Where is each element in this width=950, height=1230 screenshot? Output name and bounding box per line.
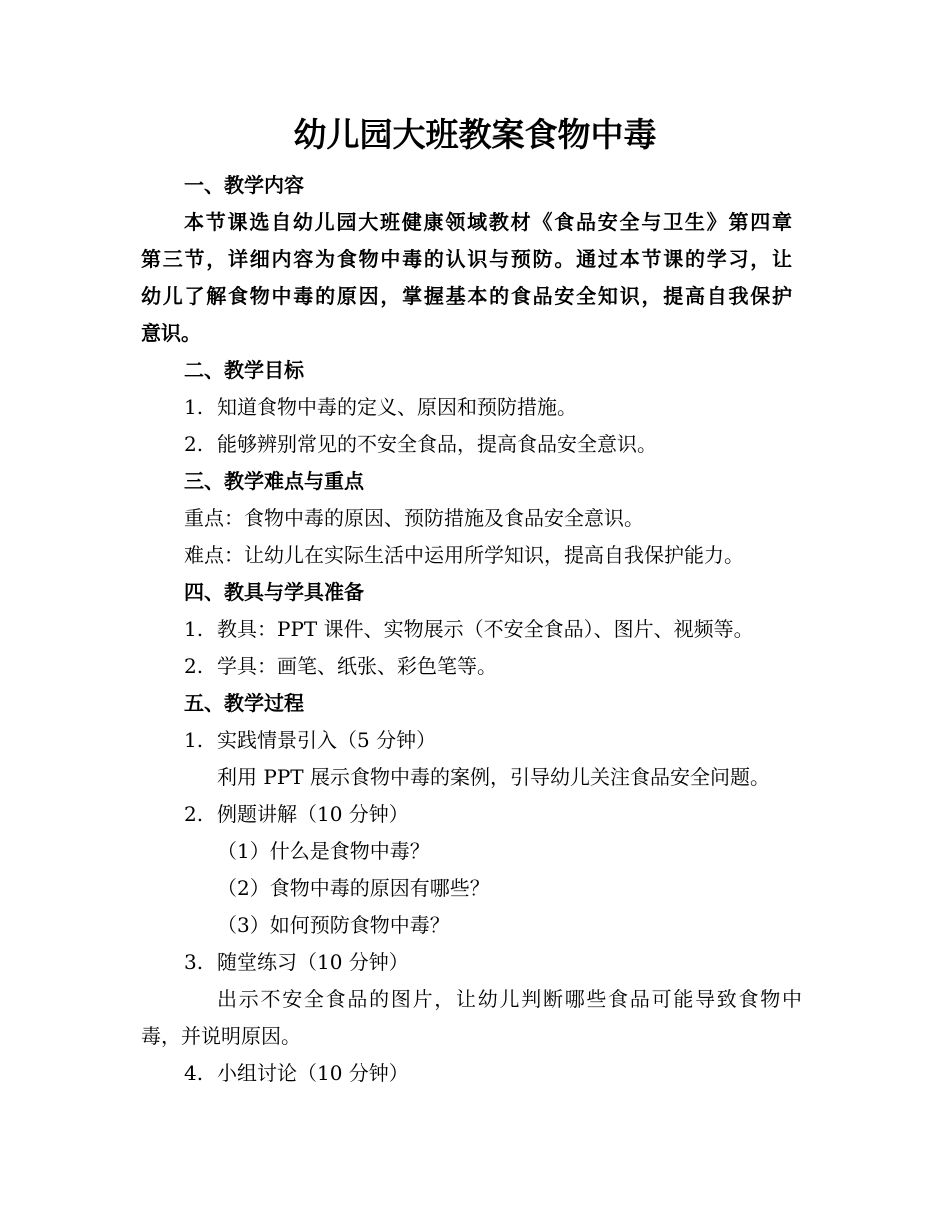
section-heading-process: 五、教学过程: [184, 691, 304, 715]
paragraph-line: 本节课选自幼儿园大班健康领域教材《食品安全与卫生》第四章: [184, 210, 792, 234]
list-item: [184, 651, 497, 681]
list-number: 1.: [184, 395, 204, 419]
list-number: 3.: [184, 950, 204, 974]
sub-question: （1）什么是食物中毒？: [217, 839, 430, 863]
text-line: 重点：食物中毒的原因、预防措施及食品安全意识。: [184, 506, 644, 530]
paragraph-line: 意识。: [141, 321, 201, 345]
list-text: 知道食物中毒的定义、原因和预防措施。: [217, 395, 577, 419]
step-description: 出示不安全食品的图片，让幼儿判断哪些食品可能导致食物中: [217, 987, 802, 1011]
step-description: 毒，并说明原因。: [141, 1024, 301, 1048]
section-heading-key-points: 三、教学难点与重点: [184, 469, 364, 493]
process-step: [184, 725, 436, 755]
process-step: [184, 799, 409, 829]
section-heading-content: 一、教学内容: [184, 173, 304, 197]
sub-question: （2）食物中毒的原因有哪些？: [217, 876, 490, 900]
list-number: 2.: [184, 432, 204, 456]
paragraph-line: 幼儿了解食物中毒的原因，掌握基本的食品安全知识，提高自我保护: [141, 284, 792, 308]
document-title: 幼儿园大班教案食物中毒: [293, 115, 657, 154]
section-heading-materials: 四、教具与学具准备: [184, 580, 364, 604]
list-text: 能够辨别常见的不安全食品，提高食品安全意识。: [217, 432, 657, 456]
section-heading-objectives: 二、教学目标: [184, 358, 304, 382]
list-item: [184, 429, 657, 459]
step-title: 实践情景引入（5 分钟）: [217, 728, 437, 752]
list-text: 教具：PPT 课件、实物展示（不安全食品）、图片、视频等。: [217, 617, 754, 641]
process-step: [184, 1058, 409, 1088]
step-title: 例题讲解（10 分钟）: [217, 802, 409, 826]
process-step: [184, 947, 409, 977]
sub-question: （3）如何预防食物中毒？: [217, 913, 450, 937]
step-title: 随堂练习（10 分钟）: [217, 950, 409, 974]
list-number: 4.: [184, 1061, 204, 1085]
list-item: [184, 614, 754, 644]
list-text: 学具：画笔、纸张、彩色笔等。: [217, 654, 497, 678]
paragraph-line: 第三节，详细内容为食物中毒的认识与预防。通过本节课的学习，让: [141, 247, 792, 271]
text-line: 难点：让幼儿在实际生活中运用所学知识，提高自我保护能力。: [184, 543, 744, 567]
list-item: [184, 392, 577, 422]
step-title: 小组讨论（10 分钟）: [217, 1061, 409, 1085]
list-number: 1.: [184, 728, 204, 752]
list-number: 2.: [184, 802, 204, 826]
list-number: 1.: [184, 617, 204, 641]
step-description: 利用 PPT 展示食物中毒的案例，引导幼儿关注食品安全问题。: [217, 765, 770, 789]
list-number: 2.: [184, 654, 204, 678]
